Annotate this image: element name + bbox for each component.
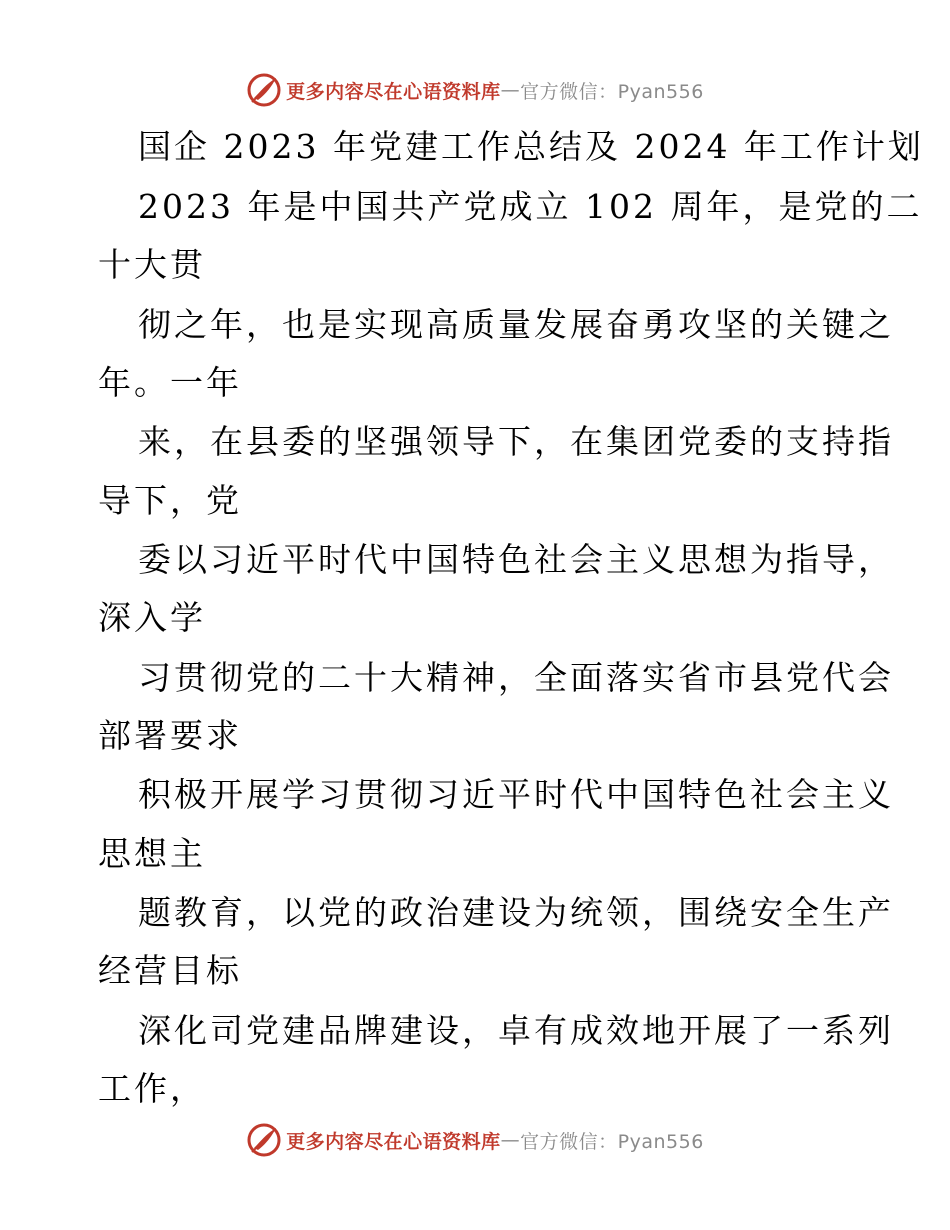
watermark-contact: 官方微信：Pyan556 <box>520 1130 704 1153</box>
watermark-dash: — <box>500 1129 521 1151</box>
doc-line: 导下，党 <box>98 481 242 520</box>
doc-line: 来，在县委的坚强领导下，在集团党委的支持指 <box>138 422 894 461</box>
doc-line: 彻之年，也是实现高质量发展奋勇攻坚的关键之 <box>138 305 894 344</box>
doc-line: 积极开展学习贯彻习近平时代中国特色社会主义 <box>138 775 894 814</box>
doc-line: 2023 年是中国共产党成立 102 周年，是党的二 <box>138 187 923 226</box>
quill-logo-icon <box>246 1122 282 1158</box>
watermark-brand: 更多内容尽在心语资料库 <box>286 80 501 103</box>
watermark-banner-bottom <box>0 1120 950 1160</box>
doc-line: 深入学 <box>98 598 206 637</box>
doc-line: 思想主 <box>98 834 206 873</box>
doc-line: 十大贯 <box>98 245 206 284</box>
watermark-dash: — <box>500 79 521 101</box>
doc-line: 题教育，以党的政治建设为统领，围绕安全生产 <box>138 893 894 932</box>
quill-logo-icon <box>246 72 282 108</box>
doc-line: 委以习近平时代中国特色社会主义思想为指导， <box>138 540 894 579</box>
doc-line: 年。一年 <box>98 363 242 402</box>
doc-title: 国企 2023 年党建工作总结及 2024 年工作计划 <box>138 127 924 166</box>
doc-line: 习贯彻党的二十大精神，全面落实省市县党代会 <box>138 658 894 697</box>
doc-line: 经营目标 <box>98 951 242 990</box>
watermark-contact: 官方微信：Pyan556 <box>520 80 704 103</box>
doc-line: 工作， <box>98 1069 206 1108</box>
watermark-brand: 更多内容尽在心语资料库 <box>286 1130 501 1153</box>
doc-line: 部署要求 <box>98 716 242 755</box>
watermark-banner-top <box>0 70 950 110</box>
doc-line: 深化司党建品牌建设，卓有成效地开展了一系列 <box>138 1011 894 1050</box>
